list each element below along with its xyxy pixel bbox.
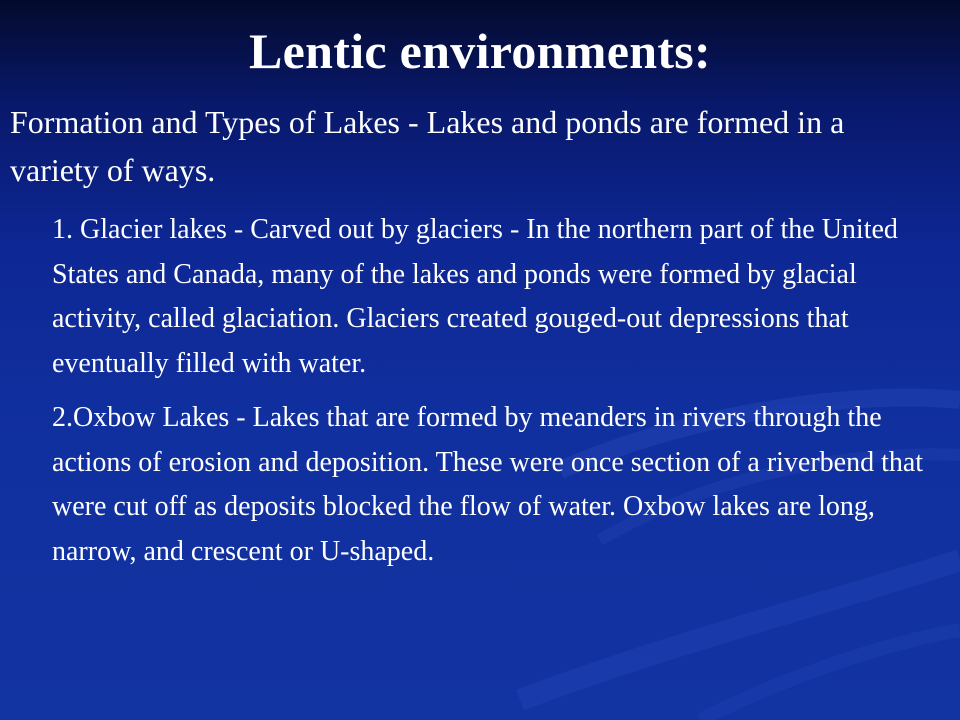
list-item-glacier-lakes: 1. Glacier lakes - Carved out by glaciers - In the northern part of the United States and Canada, many of the lakes and ponds were formed by glacial activity, called glaciation. Glaciers created gouged-out depressions that eventually filled with water. xyxy=(52,214,898,379)
slide-title: Lentic environments: xyxy=(249,23,711,79)
list-item-oxbow-lakes: 2.Oxbow Lakes - Lakes that are formed by meanders in rivers through the actions of erosion and deposition. These were once section of a riverbend that were cut off as deposits blocked the flow of water. Oxbow lakes are long, narrow, and crescent or U-shaped. xyxy=(52,402,924,567)
intro-paragraph: Formation and Types of Lakes - Lakes and ponds are formed in a variety of ways. xyxy=(10,104,845,188)
lake-types-list xyxy=(52,208,952,584)
